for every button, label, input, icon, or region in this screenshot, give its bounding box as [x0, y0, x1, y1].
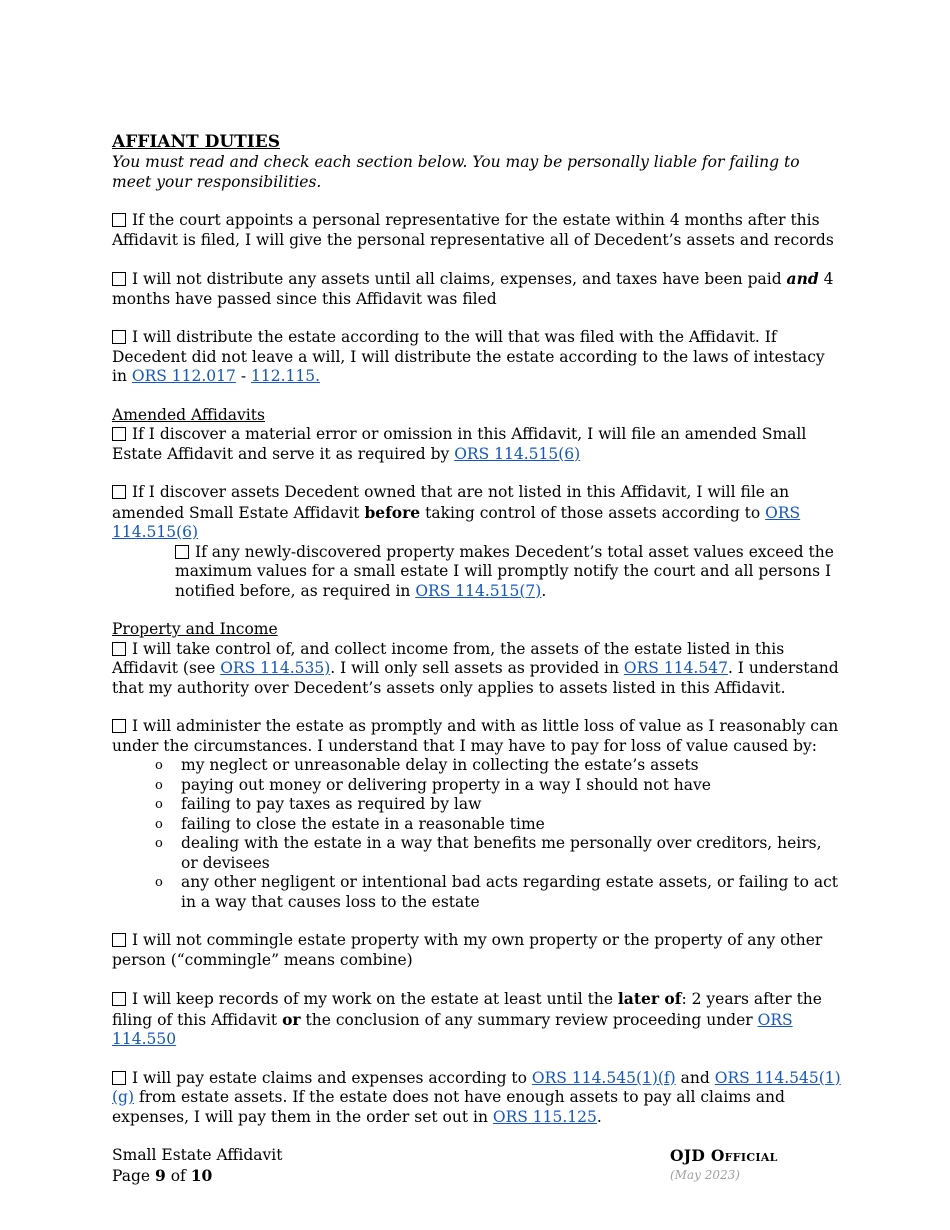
ors-114-515-7-link[interactable]: ORS 114.515(7)	[415, 581, 542, 600]
duty-no-distribution: I will not distribute any assets until all claims, expenses, and taxes have been paid and 4 months have passed since this Affidavit was filed	[112, 269, 834, 308]
ors-114-515-6-link[interactable]: ORS 114.515(6)	[454, 444, 581, 463]
duty-amend-assets: If I discover assets Decedent owned that are not listed in this Affidavit, I will file an amended Small Estate Affidavit before taking control of those assets according to ORS 114.515(6)	[112, 483, 801, 541]
checkbox[interactable]	[112, 427, 126, 441]
list-item: o dealing with the estate in a way that benefits me personally over creditors, heirs, or devisees	[155, 834, 842, 873]
list-item: o any other negligent or intentional bad acts regarding estate assets, or failing to act in a way that causes loss to the estate	[155, 873, 842, 912]
amended-affidavits-heading: Amended Affidavits	[112, 405, 265, 424]
checkbox[interactable]	[112, 213, 126, 227]
duty-amend-error: If I discover a material error or omission in this Affidavit, I will file an amended Small Estate Affidavit and serve it as required by ORS 114.515(6)	[112, 425, 807, 463]
footer-right	[670, 1146, 778, 1185]
duty-distribute-will: I will distribute the estate according to the will that was filed with the Affidavit. If Decedent did not leave a will, I will distribute the estate according to the laws of intestacy in ORS 112.017 - 112.115.	[112, 328, 825, 385]
duty-keep-records: I will keep records of my work on the estate at least until the later of: 2 years after the filing of this Affidavit or the conclusion of any summary review proceeding under ORS 114.550	[112, 989, 822, 1048]
list-item: o failing to pay taxes as required by law	[155, 795, 842, 815]
page-number: Page 9 of 10	[112, 1165, 213, 1185]
form-date: (May 2023)	[670, 1167, 740, 1182]
footer-left	[112, 1146, 282, 1186]
duty-pay-claims: I will pay estate claims and expenses according to ORS 114.545(1)(f) and ORS 114.545(1)(g) from estate assets. If the estate does not have enough assets to pay all claims and expenses, I will pay them in the order set out in ORS 115.125.	[112, 1068, 841, 1126]
duty-administer: I will administer the estate as promptly and with as little loss of value as I reasonably can under the circumstances. I understand that I may have to pay for loss of value caused by:	[112, 717, 839, 755]
checkbox[interactable]	[112, 992, 126, 1006]
list-item: o failing to close the estate in a reasonable time	[155, 815, 842, 835]
list-item: o paying out money or delivering property in a way I should not have	[155, 776, 842, 796]
checkbox[interactable]	[112, 933, 126, 947]
ors-112-115-link[interactable]: 112.115.	[251, 367, 321, 385]
checkbox[interactable]	[112, 272, 126, 286]
ors-114-515-6-link[interactable]: ORS 114.515(6)	[112, 503, 801, 541]
ors-115-125-link[interactable]: ORS 115.125	[492, 1107, 597, 1126]
checkbox[interactable]	[112, 642, 126, 656]
duty-take-control: I will take control of, and collect income from, the assets of the estate listed in this Affidavit (see ORS 114.535). I will only sell assets as provided in ORS 114.547. I understand that my authority over Decedent’s assets only applies to assets listed in this Affidavit.	[112, 639, 839, 697]
ors-114-550-link[interactable]: ORS 114.550	[112, 1010, 793, 1048]
ors-114-547-link[interactable]: ORS 114.547	[623, 659, 728, 677]
ors-114-545-1g-link[interactable]: ORS 114.545(1)(g)	[112, 1068, 841, 1106]
ors-112-017-link[interactable]: ORS 112.017	[131, 367, 236, 385]
loss-causes-list	[112, 756, 842, 912]
duty-no-commingle: I will not commingle estate property with my own property or the property of any other person (“commingle” means combine)	[112, 931, 823, 969]
intro-text: You must read and check each section below. You may be personally liable for failing to meet your responsibilities.	[112, 153, 800, 191]
duty-notify-exceed: If any newly-discovered property makes Decedent’s total asset values exceed the maximum values for a small estate I will promptly notify the court and all persons I notified before, as required in ORS 114.515(7).	[175, 542, 834, 600]
ojd-official-label: OJD Official	[670, 1146, 778, 1165]
checkbox[interactable]	[175, 545, 189, 559]
ors-114-535-link[interactable]: ORS 114.535)	[220, 659, 331, 677]
list-item: o my neglect or unreasonable delay in collecting the estate’s assets	[155, 756, 842, 776]
form-name: Small Estate Affidavit	[112, 1146, 283, 1164]
property-income-heading: Property and Income	[112, 620, 278, 638]
duty-personal-representative: If the court appoints a personal representative for the estate within 4 months after this Affidavit is filed, I will give the personal representative all of Decedent’s assets and records	[112, 211, 834, 249]
checkbox[interactable]	[112, 1071, 126, 1085]
checkbox[interactable]	[112, 719, 126, 733]
document-body	[112, 131, 842, 1127]
checkbox[interactable]	[112, 485, 126, 499]
ors-114-545-1f-link[interactable]: ORS 114.545(1)(f)	[531, 1068, 676, 1087]
checkbox[interactable]	[112, 330, 126, 344]
page-title: AFFIANT DUTIES	[112, 132, 280, 152]
